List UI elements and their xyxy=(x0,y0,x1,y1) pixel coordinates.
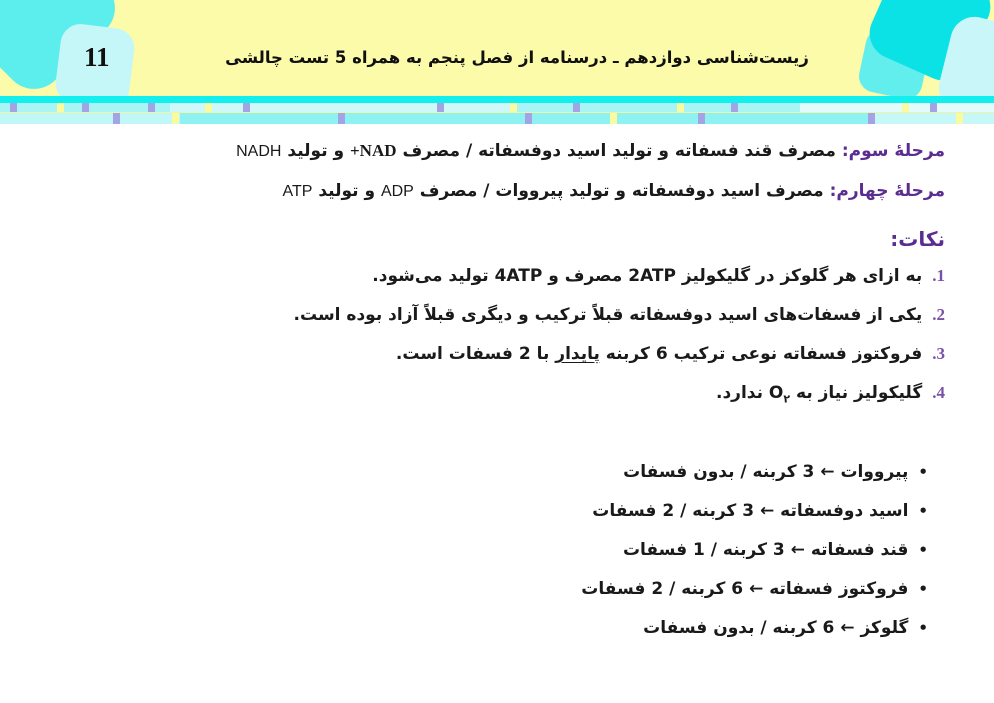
note-number: 3. xyxy=(932,344,945,363)
strip-patch xyxy=(800,103,994,112)
bullet-item-fructose-phosphate xyxy=(30,579,928,599)
stage-line-4 xyxy=(30,181,945,201)
note-item-1 xyxy=(30,266,945,286)
strip-tick xyxy=(437,103,444,112)
strip-bar-top xyxy=(0,96,994,103)
strip-tick xyxy=(10,103,17,112)
formula-base: O xyxy=(768,383,784,403)
strip-tick xyxy=(573,103,580,112)
bullet-icon: • xyxy=(918,463,928,481)
page-number: 11 xyxy=(84,42,110,72)
strip-tick xyxy=(148,103,155,112)
strip-tick xyxy=(868,113,875,124)
strip-tick xyxy=(610,113,617,124)
chemical-formula xyxy=(768,383,791,406)
strip-patch xyxy=(170,103,510,112)
strip-tick xyxy=(525,113,532,124)
strip-tick xyxy=(677,103,684,112)
strip-tick xyxy=(698,113,705,124)
strip-tick xyxy=(731,103,738,112)
strip-patch xyxy=(868,113,994,124)
stage-text: و تولید xyxy=(287,141,345,161)
stage-line-3 xyxy=(30,141,945,161)
underlined-word: پایدار xyxy=(555,344,600,364)
strip-tick xyxy=(930,103,937,112)
stage-label: مرحلۀ سوم: xyxy=(841,141,945,161)
note-text-pre: گلیکولیز نیاز به xyxy=(796,383,923,403)
stage-label: مرحلۀ چهارم: xyxy=(829,181,945,201)
molecule-code: ADP xyxy=(380,183,414,200)
bullet-icon: • xyxy=(918,541,928,559)
note-text-post: ندارد. xyxy=(716,383,763,403)
strip-tick xyxy=(243,103,250,112)
note-item-2 xyxy=(30,305,945,325)
strip-tick xyxy=(172,113,179,124)
stage-text: مصرف اسید دوفسفاته و تولید پیرووات / مصرف xyxy=(419,181,824,201)
bullet-icon: • xyxy=(918,619,928,637)
notes-heading: نکات: xyxy=(890,227,945,251)
note-text-post: با 2 فسفات است. xyxy=(395,344,550,364)
bullet-item-bisphosphate-acid xyxy=(30,501,928,521)
bullet-item-phosphate-sugar xyxy=(30,540,928,560)
page-title: زیست‌شناسی دوازدهم ـ درسنامه از فصل پنجم به همراه 5 تست چالشی xyxy=(225,48,809,67)
bullet-text: گلوکز ← 6 کربنه / بدون فسفات xyxy=(643,618,909,638)
strip-tick xyxy=(902,103,909,112)
bullet-text: اسید دوفسفاته ← 3 کربنه / 2 فسفات xyxy=(592,501,909,521)
bullet-item-pyruvate xyxy=(30,462,928,482)
note-number: 1. xyxy=(932,266,945,285)
note-item-4 xyxy=(30,383,945,406)
strip-tick xyxy=(113,113,120,124)
strip-tick xyxy=(205,103,212,112)
bullet-icon: • xyxy=(918,502,928,520)
molecule-code: ATP xyxy=(282,183,313,200)
molecule-code: NADH xyxy=(236,143,282,160)
strip-tick xyxy=(956,113,963,124)
page-header xyxy=(0,0,994,96)
bullet-text: فروکتوز فسفاته ← 6 کربنه / 2 فسفات xyxy=(581,579,909,599)
note-text-pre: فروکتوز فسفاته نوعی ترکیب 6 کربنه xyxy=(605,344,923,364)
decorative-strip xyxy=(0,96,994,124)
stage-text: و تولید xyxy=(318,181,376,201)
strip-tick xyxy=(57,103,64,112)
molecule-code: NAD+ xyxy=(349,141,397,160)
bullet-icon: • xyxy=(918,580,928,598)
bullet-text: پیرووات ← 3 کربنه / بدون فسفات xyxy=(623,462,909,482)
strip-patch xyxy=(0,113,180,124)
strip-tick xyxy=(510,103,517,112)
note-text: به ازای هر گلوکز در گلیکولیز 2ATP مصرف و 4ATP تولید می‌شود. xyxy=(372,266,923,286)
note-text xyxy=(396,344,922,364)
note-item-3 xyxy=(30,344,945,364)
stage-text: مصرف قند فسفاته و تولید اسید دوفسفاته / مصرف xyxy=(402,141,836,161)
note-text: یکی از فسفات‌های اسید دوفسفاته قبلاً ترکیب و دیگری قبلاً آزاد بوده است. xyxy=(293,305,923,325)
strip-tick xyxy=(82,103,89,112)
bullet-item-glucose xyxy=(30,618,928,638)
formula-subscript: ۲ xyxy=(783,392,791,406)
note-number: 2. xyxy=(932,305,945,324)
note-number: 4. xyxy=(932,383,945,402)
bullet-text: قند فسفاته ← 3 کربنه / 1 فسفات xyxy=(622,540,909,560)
strip-tick xyxy=(338,113,345,124)
note-text xyxy=(716,383,923,406)
